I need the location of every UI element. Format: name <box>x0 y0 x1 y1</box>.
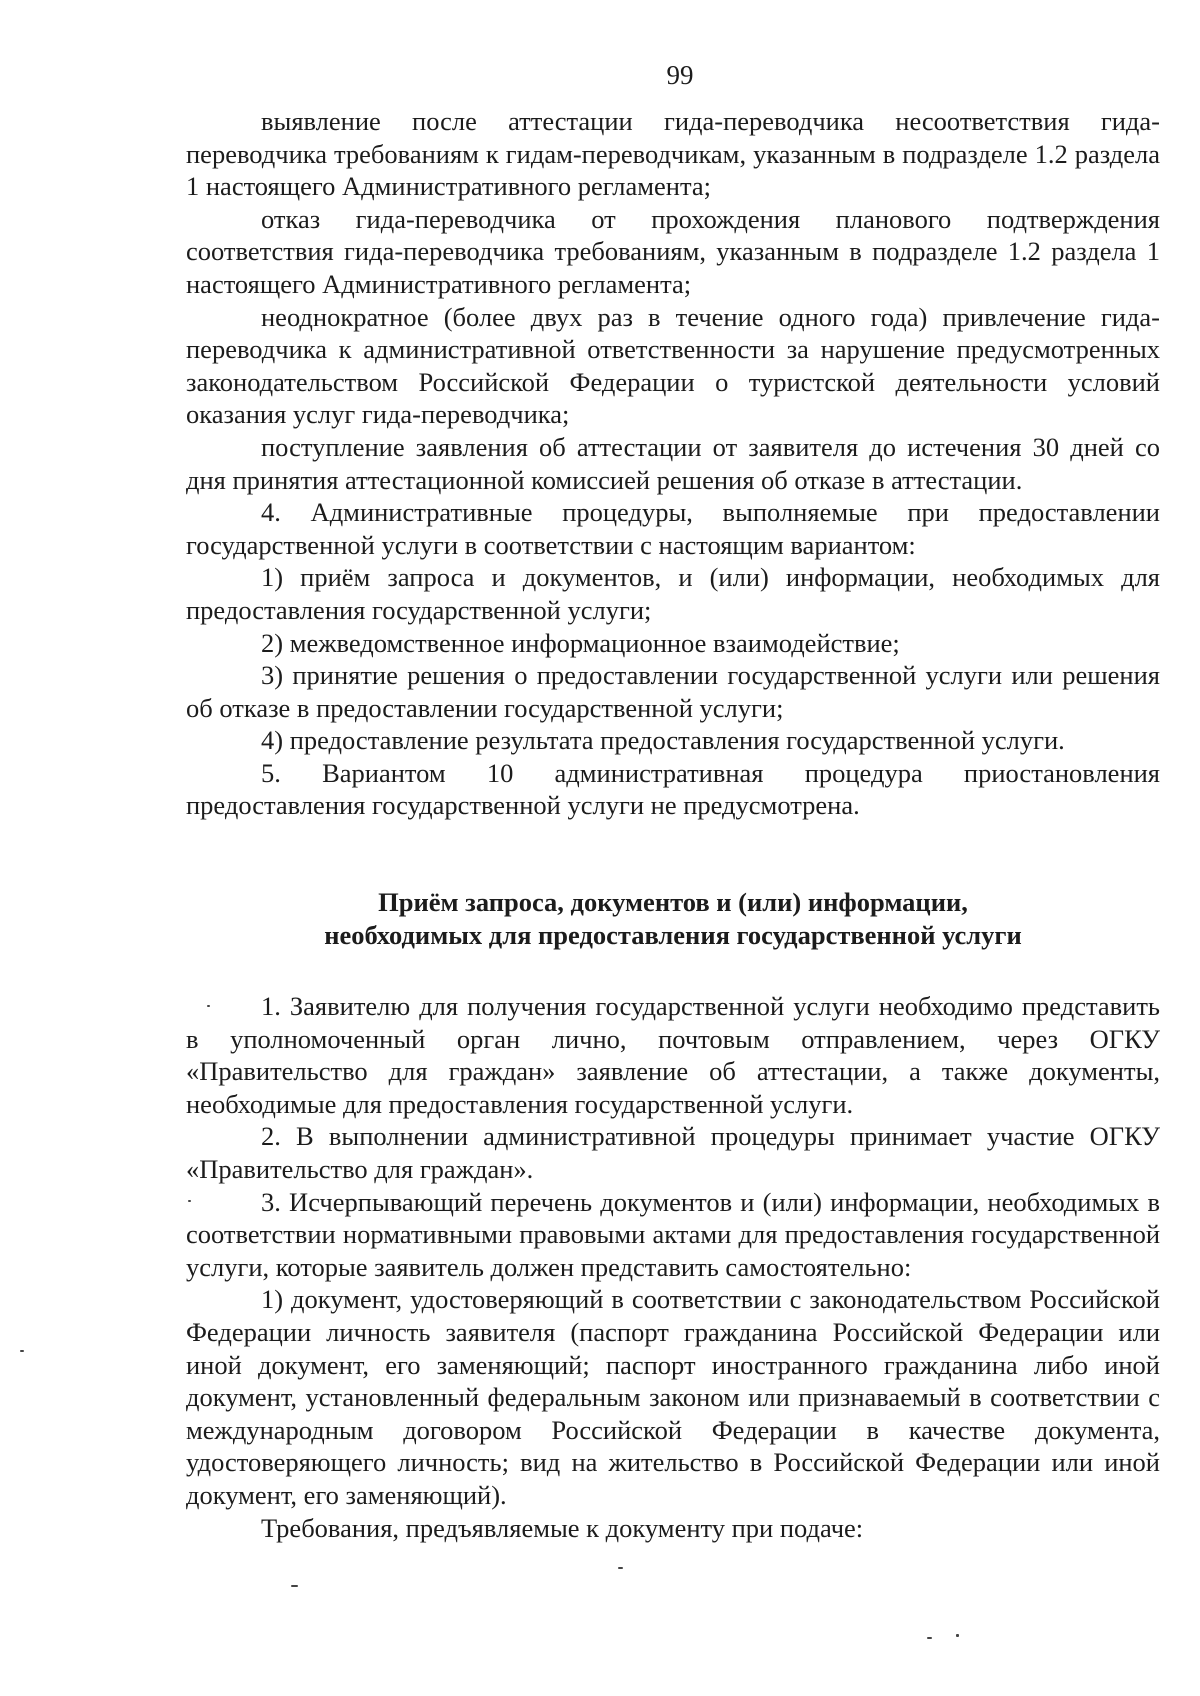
list-item: 1) документ, удостоверяющий в соответствии с законодательством Российской Федерации личность заявителя (паспорт гражданина Российской Федерации или иной документ, его заменяющий; паспорт иностранного гражданина либо иной документ, установленный федеральным законом или признаваемый в соответствии с международным договором Российской Федерации в качестве документа, удостоверяющего личность; вид на жительство в Российской Федерации или иной документ, его заменяющий). <box>186 1284 1160 1510</box>
scan-speck <box>207 1005 210 1007</box>
paragraph: поступление заявления об аттестации от заявителя до истечения 30 дней со дня принятия аттестационной комиссией решения об отказе в аттестации. <box>186 431 1160 495</box>
scan-speck <box>20 1350 24 1352</box>
paragraph: 4. Административные процедуры, выполняемые при предоставлении государственной услуги в соответствии с настоящим вариантом: <box>186 497 1160 560</box>
paragraph: 5. Вариантом 10 административная процедура приостановления предоставления государственной услуги не предусмотрена. <box>186 757 1160 821</box>
text-section-1 <box>186 105 1160 822</box>
section-heading <box>186 886 1160 952</box>
scan-speck <box>956 1634 959 1637</box>
paragraph: выявление после аттестации гида-переводчика несоответствия гида-переводчика требованиям к гидам-переводчикам, указанным в подразделе 1.2 раздела 1 настоящего Административного регламента; <box>186 106 1160 202</box>
scan-speck <box>927 1637 932 1639</box>
list-item: 3) принятие решения о предоставлении государственной услуги или решения об отказе в предоставлении государственной услуги; <box>186 660 1160 723</box>
paragraph: 3. Исчерпывающий перечень документов и (или) информации, необходимых в соответствии нормативными правовыми актами для предоставления государственной услуги, которые заявитель должен представить самостоятельно: <box>186 1186 1160 1282</box>
text-section-2 <box>186 990 1160 1544</box>
list-item: 2) межведомственное информационное взаимодействие; <box>261 627 900 658</box>
section-heading-line-1: Приём запроса, документов и (или) информации, <box>378 887 968 917</box>
paragraph: отказ гида-переводчика от прохождения планового подтверждения соответствия гида-переводчика требованиям, указанным в подразделе 1.2 раздела 1 настоящего Административного регламента; <box>186 203 1160 299</box>
paragraph: неоднократное (более двух раз в течение одного года) привлечение гида-переводчика к административной ответственности за нарушение предусмотренных законодательством Российской Федерации о туристской деятельности условий оказания услуг гида-переводчика; <box>186 301 1160 430</box>
page-number: 99 <box>666 60 694 90</box>
scan-speck <box>291 1585 298 1587</box>
paragraph: 2. В выполнении административной процедуры принимает участие ОГКУ «Правительство для граждан». <box>186 1121 1160 1184</box>
paragraph: 1. Заявителю для получения государственной услуги необходимо представить в уполномоченный орган лично, почтовым отправлением, через ОГКУ «Правительство для граждан» заявление об аттестации, а также документы, необходимые для предоставления государственной услуги. <box>186 991 1160 1119</box>
list-item: 1) приём запроса и документов, и (или) информации, необходимых для предоставления государственной услуги; <box>186 562 1160 625</box>
list-item: 4) предоставление результата предоставления государственной услуги. <box>261 725 1065 756</box>
paragraph: Требования, предъявляемые к документу при подаче: <box>261 1512 864 1543</box>
scan-speck <box>618 1567 623 1569</box>
scan-speck <box>188 1200 191 1202</box>
section-heading-line-2: необходимых для предоставления государственной услуги <box>324 920 1022 950</box>
